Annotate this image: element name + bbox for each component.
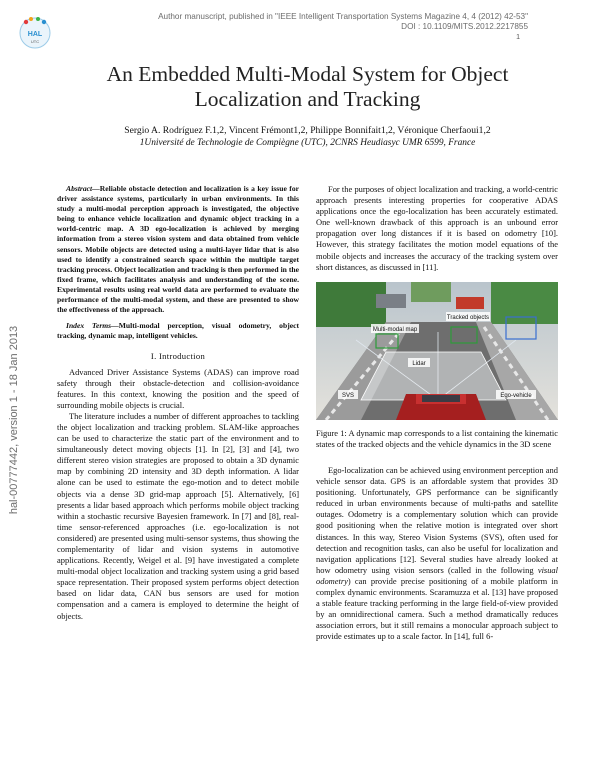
figure-caption: Figure 1: A dynamic map corresponds to a list containing the kinematic states of the tracked objects and the vehicle dynamics in the 3D scene (316, 427, 558, 449)
dynamic-map-illustration (316, 282, 558, 420)
paper-title-line-2: Localization and Tracking (194, 87, 421, 111)
right-paragraph-2-part-b: ) can provide precise positioning of a mobile platform in complex dynamic environments. Scaramuzza et al. [13] have proposed a stable feature tracking performing in the large field-of-view provided by an omnidirectional camera. Such a method dramatically reduces association errors, but it still remains a monocular approach subject to provide estimates up to a scale factor. In [14], full 6- (316, 575, 558, 642)
affiliation-text: 1Université de Technologie de Compiègne (UTC), 2CNRS Heudiasyc UMR 6599, France (139, 138, 476, 148)
label-tracked-objects: Tracked objects (446, 314, 490, 321)
left-column (57, 184, 299, 622)
svg-text:HAL: HAL (27, 31, 43, 38)
hal-logo-icon (18, 14, 52, 50)
right-paragraph-1: For the purposes of object localization and tracking, a world-centric approach presents interesting properties for cooperative ADAS applications once the ego-localization has been accurately estimated. One well-known drawback of this approach is an unbound error propagation over long distances if it is based on odometry [10]. However, this strategy facilitates the motion model equations of the mobile objects and increases the accuracy of the tracking system over short distances, as discussed in [11]. (316, 184, 558, 272)
label-lidar: Lidar (412, 360, 426, 367)
index-terms-text: Multi-modal perception, visual odometry, object tracking, dynamic map, intelligent vehicles. (57, 321, 299, 341)
index-terms (57, 321, 299, 341)
paper-authors (40, 125, 575, 137)
manuscript-note-text: Author manuscript, published in "IEEE Intelligent Transportation Systems Magazine 4, 4 (2012) 42-53" (158, 12, 528, 21)
figure-dynamic-map (316, 282, 558, 420)
paper-title (40, 62, 575, 112)
page-number: 1 (516, 34, 520, 41)
right-paragraph-2-part-a: Ego-localization can be achieved using environment perception and vehicle sensor data. GPS is an affordable system that provides 3D positioning. Unfortunately, GPS performance can be significantly reduced in urban environments because of multi-paths and satellite outages. Odometry is a complementary solution which can provide good positioning when the relative motion is integrated over short distances. In this way, Stereo Vision Systems (SVS), often used for detection and recognition tasks, can also be useful for localization and navigation applications [12]. Several studies have already looked at how odometry using vision sensors (called in the following (316, 464, 558, 575)
right-column (316, 184, 558, 642)
paper-affiliation (40, 137, 575, 149)
intro-paragraph-1: Advanced Driver Assistance Systems (ADAS) can improve road safety through their obstacle-detection and collision-avoidance features. In this context, knowing the position and the speed of surrounding mobile objects is crucial. (57, 366, 299, 410)
hal-identifier-text: hal-00777442, version 1 - 18 Jan 2013 (8, 325, 20, 515)
label-svs: SVS (341, 392, 355, 399)
section-heading-introduction: I. Introduction (150, 351, 206, 362)
intro-paragraph-2: The literature includes a number of different approaches to tackling the object localization and tracking problem. SLAM-like approaches can be used to characterize the static part of the environment and to simultaneously detect moving objects [1]. In [2], [3] and [4], two different stereo vision strategies are proposed to obtain a 3D dynamic map by combining 2D intensity and 3D depth information. A lidar alone can be used to estimate the ego-motion and to detect mobile objects via a dense 3D grid-map approach [5]. Alternatively, [6] presents a lidar based approach which performs mobile object tracking within a stochastic recursive Bayesien framework. In [7] and [8], real-time sensor-referenced approaches (i.e. ego-localization is not considered) are presented using multi-sensor systems, thus showing the complementarity of lidar and vision systems in automotive applications. Recently, Weigel et al. [9] have investigated a complete multi-modal object localization and tracking system using a grid based space representation. Their proposed system performs object detection based on lidar data, CAN bus sensors are used for motion compensation and a camera is employed to determine the height of objects. (57, 410, 299, 621)
right-paragraph-2 (316, 465, 558, 643)
index-terms-label: Index Terms— (66, 321, 119, 331)
visual-odometry-term: visual odometry (316, 564, 558, 586)
abstract-label: Abstract— (66, 184, 100, 193)
manuscript-note (108, 12, 528, 32)
abstract-text: Reliable obstacle detection and localization is a key issue for driver assistance systems, particularly in urban environments. In this study a multi-modal perception approach is investigated, the objective being to enhance vehicle localization and dynamic object tracking in a world-centric map. A 3D ego-localization is achieved by merging information from a stereo vision system and data obtained from vehicle sensors. Mobile objects are detected using a multi-layer lidar that is also used to identify a constrained search space within the multiple target tracking process. Object localization and tracking is then performed in the fixed frame, which facilitates analysis and understanding of the scene. Experimental results using real world data are performed to evaluate the performance of the multi-modal system, and these are presented to show the effectiveness of the approach. (57, 184, 299, 315)
label-multi-modal-map: Multi-modal map (372, 326, 418, 333)
author-list: Sergio A. Rodríguez F.1,2, Vincent Frémont1,2, Philippe Bonnifait1,2, Véronique Cherfaoui1,2 (124, 125, 491, 136)
hal-identifier-sidebar (6, 250, 22, 590)
doi-text: DOI : 10.1109/MITS.2012.2217855 (401, 22, 528, 31)
label-ego-vehicle: Ego-vehicle (500, 392, 532, 399)
hal-logo (18, 14, 52, 50)
abstract (57, 184, 299, 315)
svg-text:UTC: UTC (30, 39, 40, 44)
paper-title-line-1: An Embedded Multi-Modal System for Object (106, 62, 509, 86)
